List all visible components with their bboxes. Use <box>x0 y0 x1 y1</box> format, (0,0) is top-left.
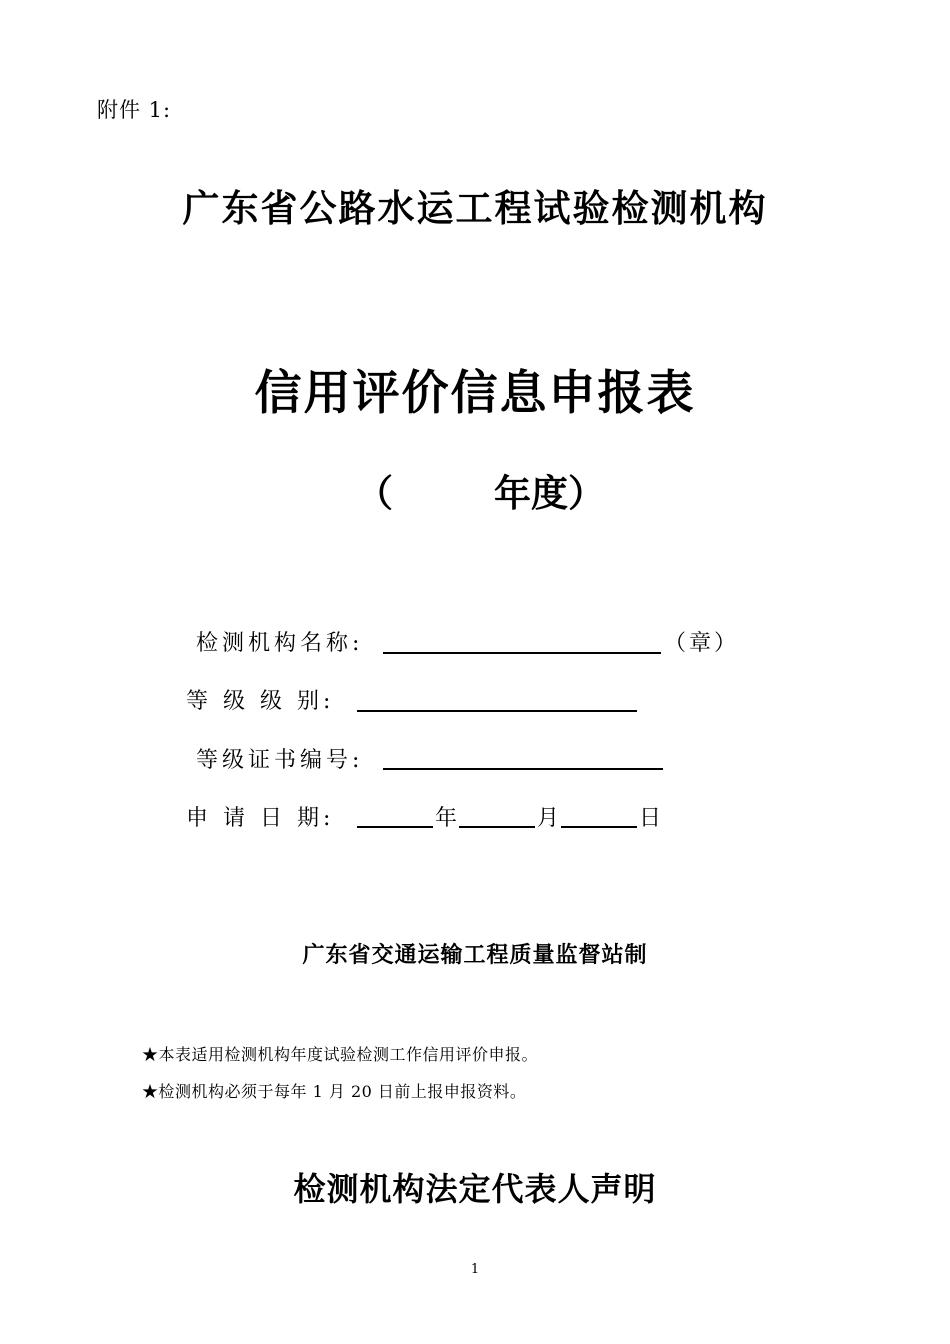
date-day-unit: 日 <box>639 806 665 831</box>
date-month-line[interactable] <box>459 826 535 828</box>
attachment-label: 附件 1: <box>97 98 172 122</box>
date-label: 申 请 日 期: <box>186 806 335 831</box>
publisher: 广东省交通运输工程质量监督站制 <box>302 943 648 968</box>
certificate-line[interactable] <box>383 768 663 770</box>
year-label: 年度） <box>494 472 605 515</box>
date-year-unit: 年 <box>435 806 461 831</box>
date-year-line[interactable] <box>357 826 433 828</box>
note-item: ★本表适用检测机构年度试验检测工作信用评价申报。 <box>142 1045 539 1064</box>
page-number: 1 <box>470 1262 480 1277</box>
grade-label: 等 级 级 别: <box>186 689 335 714</box>
section-title: 检测机构法定代表人声明 <box>293 1170 657 1208</box>
date-day-line[interactable] <box>561 826 637 828</box>
year-open-paren: （ <box>356 472 393 515</box>
document-title-line2: 信用评价信息申报表 <box>254 366 696 421</box>
seal-label: （章） <box>664 631 740 656</box>
document-title-line1: 广东省公路水运工程试验检测机构 <box>182 187 768 230</box>
certificate-label: 等级证书编号: <box>196 748 364 773</box>
note-item: ★检测机构必须于每年 1 月 20 日前上报申报资料。 <box>142 1082 527 1101</box>
institution-name-label: 检测机构名称: <box>196 631 364 656</box>
institution-name-line[interactable] <box>383 652 661 654</box>
date-month-unit: 月 <box>537 806 563 831</box>
grade-line[interactable] <box>357 710 637 712</box>
